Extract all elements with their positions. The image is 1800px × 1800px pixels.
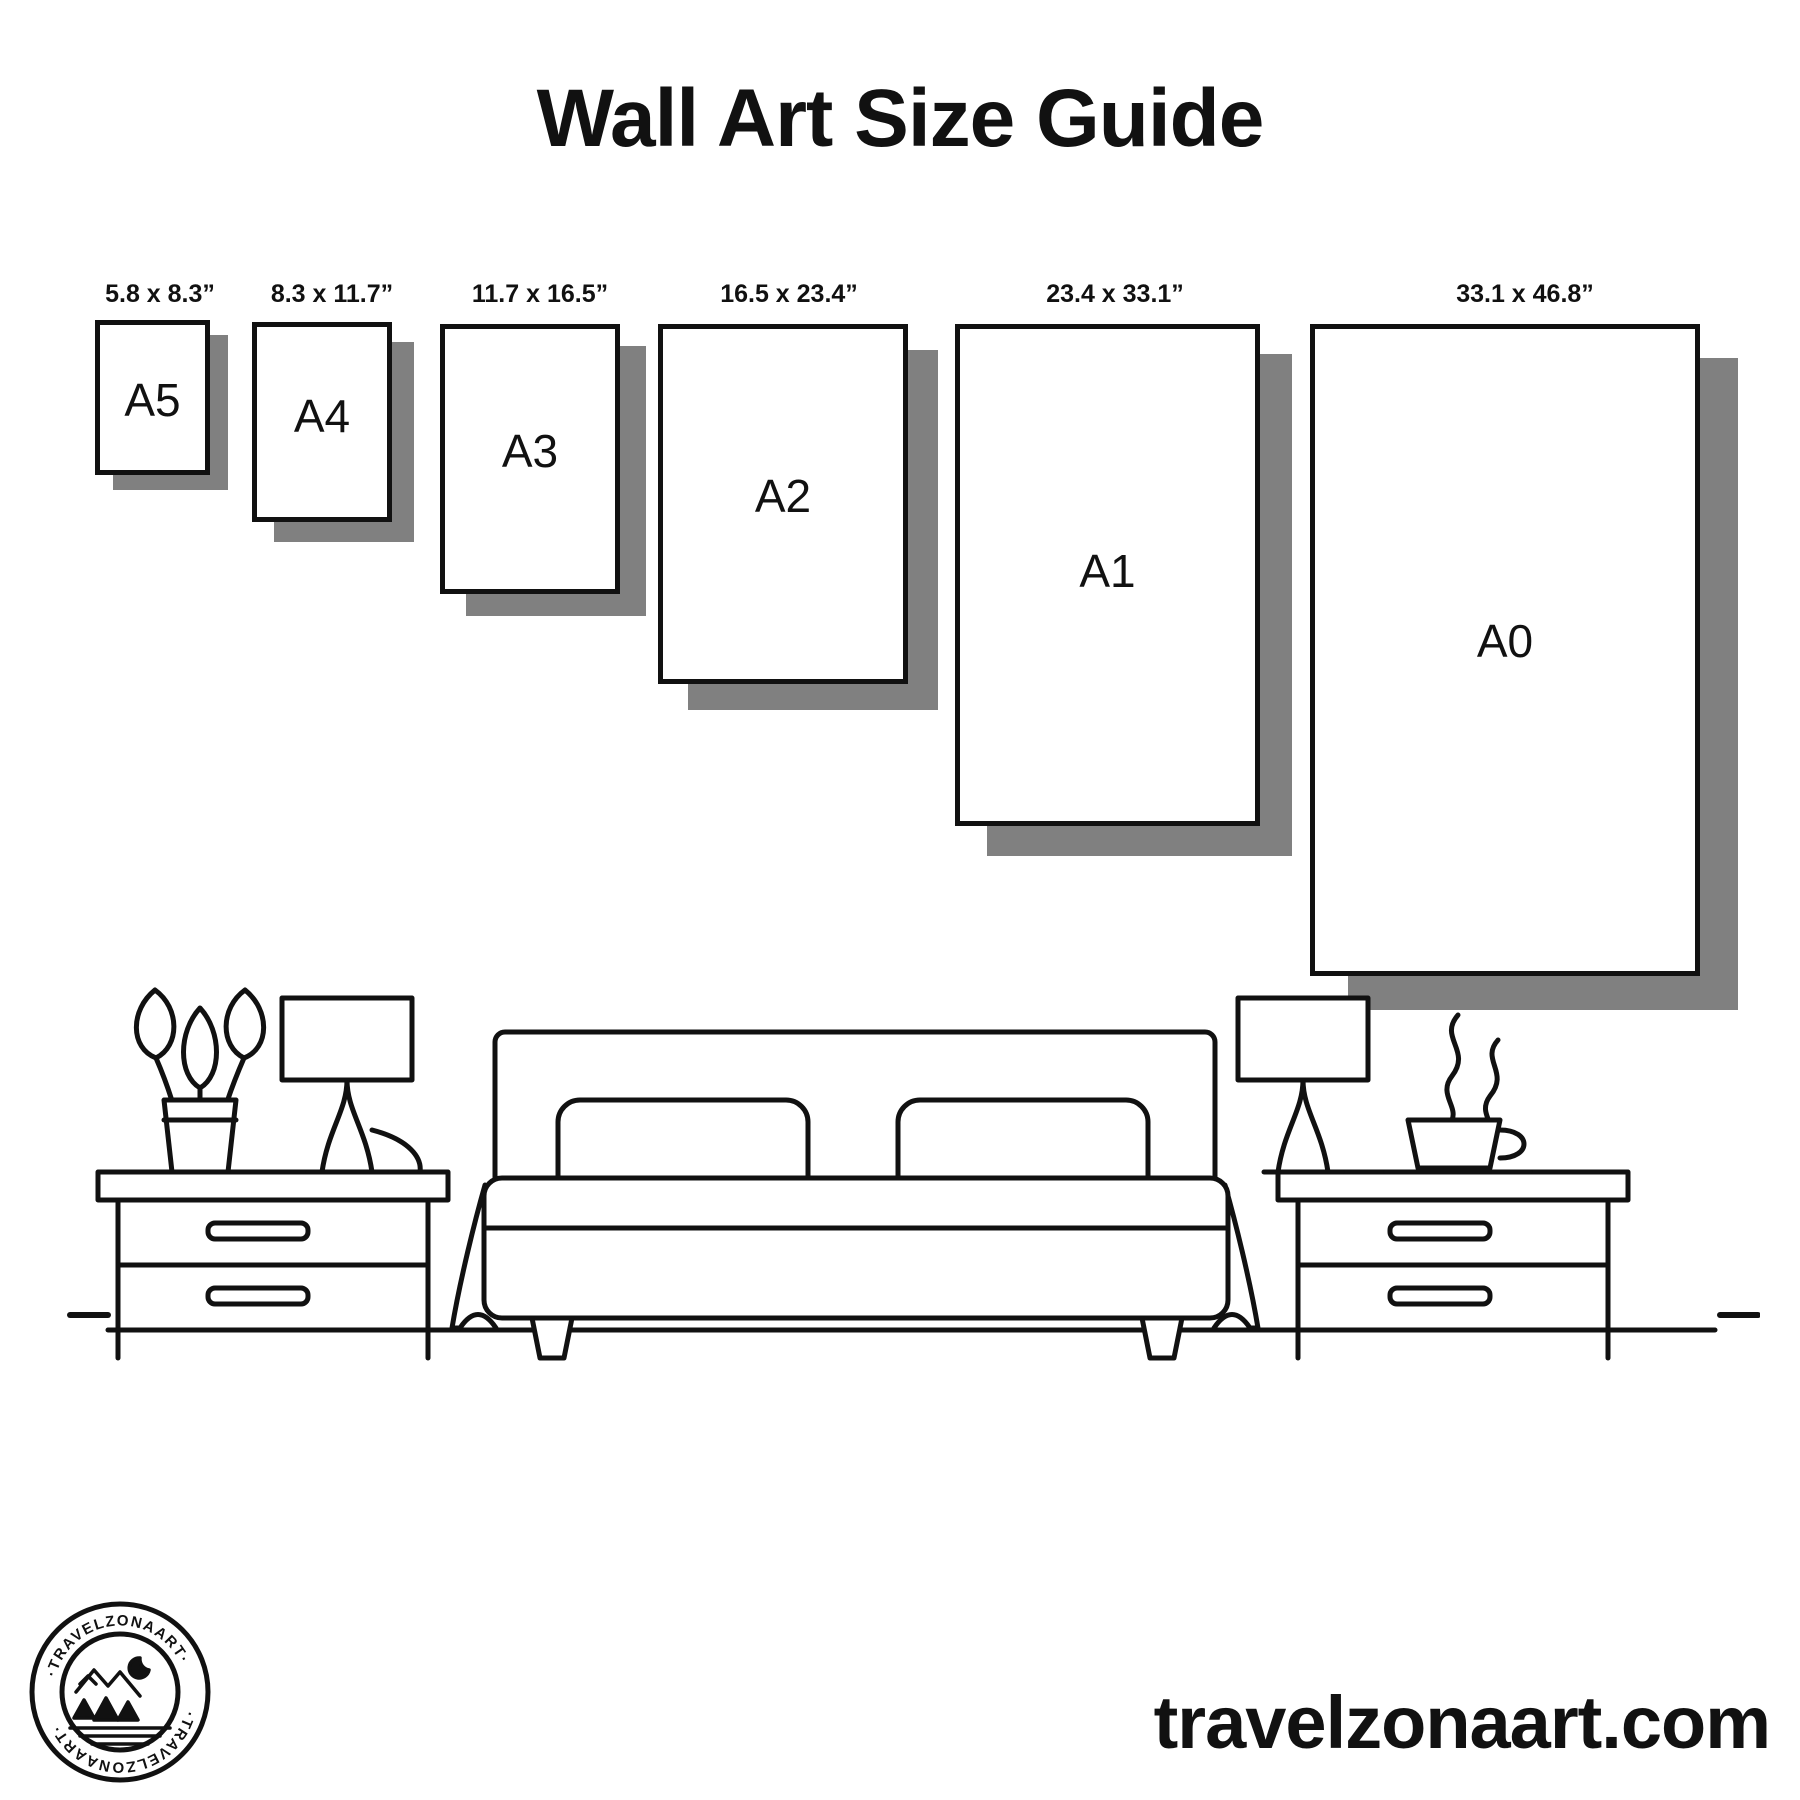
frame-box-a2[interactable]	[658, 324, 908, 684]
plant-vase	[136, 990, 263, 1172]
frame-box-a4[interactable]	[252, 322, 392, 522]
logo-ring-text-bottom: ·TRAVELZONAART·	[47, 1709, 199, 1776]
frame-group-a5	[95, 280, 225, 460]
tree-icon	[74, 1700, 94, 1718]
frame-caption-a5: 5.8 x 8.3”	[105, 280, 215, 308]
frame-group-a2	[658, 280, 920, 680]
nightstand-right	[1278, 1172, 1628, 1358]
frame-group-a3	[440, 280, 640, 580]
frame-box-a1[interactable]	[955, 324, 1260, 826]
website-url[interactable]: travelzonaart.com	[1153, 1681, 1770, 1764]
frame-caption-a2: 16.5 x 23.4”	[720, 280, 858, 308]
frame-label-a5: A5	[124, 374, 181, 426]
frame-box-a0[interactable]	[1310, 324, 1700, 976]
brand-logo[interactable]	[28, 1600, 213, 1785]
frame-size-row	[0, 280, 1800, 1000]
tree-icon	[94, 1698, 118, 1720]
frame-label-a3: A3	[501, 425, 559, 477]
table-lamp-right	[1238, 998, 1368, 1172]
moon-icon	[129, 1658, 149, 1678]
tree-icon	[118, 1702, 138, 1720]
frame-label-a0: A0	[1476, 615, 1534, 667]
frame-label-a2: A2	[754, 470, 812, 522]
bed	[452, 1032, 1258, 1358]
steam-icon	[1447, 1015, 1459, 1120]
frame-caption-a1: 23.4 x 33.1”	[1046, 280, 1184, 308]
nightstand-left	[98, 1172, 448, 1358]
frame-group-a4	[252, 280, 412, 510]
frame-group-a0	[1310, 280, 1740, 980]
frame-caption-a3: 11.7 x 16.5”	[471, 280, 609, 308]
frame-box-a5[interactable]	[95, 320, 210, 475]
page-title: Wall Art Size Guide	[536, 73, 1264, 164]
frame-caption-a0: 33.1 x 46.8”	[1456, 280, 1594, 308]
frame-box-a3[interactable]	[440, 324, 620, 594]
coffee-cup	[1386, 1015, 1530, 1172]
frame-caption-a4: 8.3 x 11.7”	[270, 280, 394, 308]
table-lamp-left	[282, 998, 420, 1172]
frame-label-a1: A1	[1079, 545, 1136, 597]
frame-label-a4: A4	[293, 390, 351, 442]
frame-group-a1	[955, 280, 1275, 790]
logo-ring-text-top: ·TRAVELZONAART·	[42, 1612, 194, 1679]
bedroom-illustration	[60, 980, 1760, 1520]
